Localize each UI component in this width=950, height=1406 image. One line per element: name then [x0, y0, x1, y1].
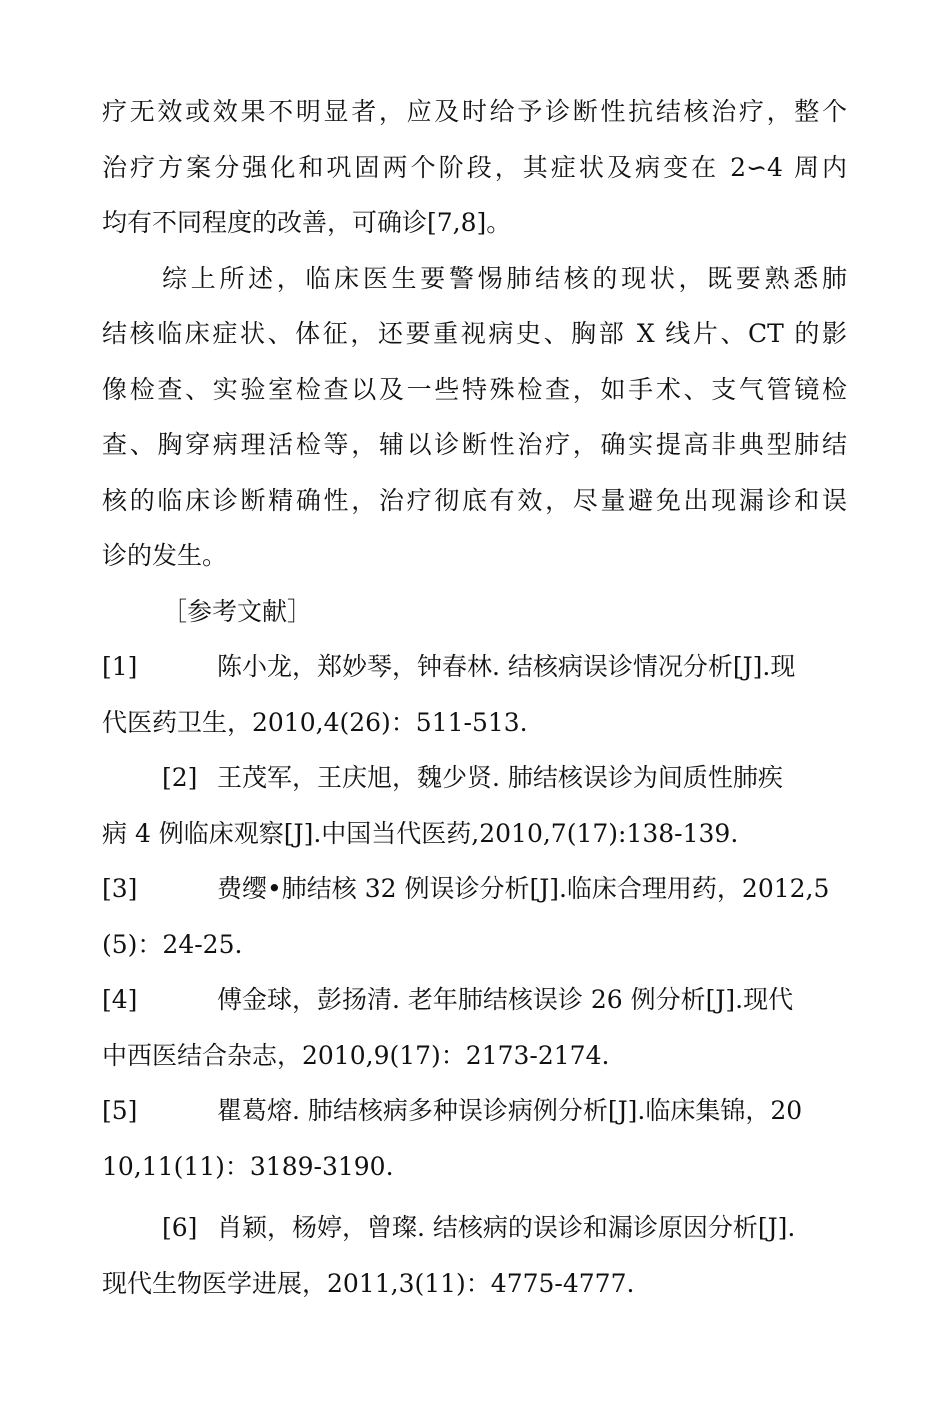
document-page	[102, 84, 847, 1311]
references-heading: ［参考文献］	[162, 596, 313, 626]
text-line: 疗无效或效果不明显者，应及时给予诊断性抗结核治疗，整个	[102, 97, 847, 126]
reference-text: 费缨•肺结核 32 例误诊分析[J].临床合理用药，2012,5	[217, 874, 830, 903]
reference-text: 病 4 例临床观察[J].中国当代医药,2010,7(17):138-139.	[102, 818, 739, 848]
reference-text: 代医药卫生，2010,4(26)：511-513.	[102, 707, 528, 737]
reference-text: (5)：24-25.	[102, 929, 243, 959]
reference-text: 10,11(11)：3189-3190.	[102, 1151, 394, 1181]
text-line: 诊的发生。	[102, 541, 228, 570]
reference-text: 陈小龙，郑妙琴，钟春林. 结核病误诊情况分析[J].现	[217, 652, 796, 681]
reference-number: [3]	[102, 874, 138, 903]
reference-item	[102, 861, 847, 972]
text-line: 核的临床诊断精确性，治疗彻底有效，尽量避免出现漏诊和误	[102, 485, 847, 515]
reference-item	[102, 639, 847, 750]
paragraph-continuation	[102, 84, 847, 251]
paragraph-summary	[102, 251, 847, 584]
text-line: 治疗方案分强化和巩固两个阶段，其症状及病变在 2∽4 周内	[102, 152, 847, 182]
text-line: 综上所述，临床医生要警惕肺结核的现状，既要熟悉肺	[162, 263, 847, 293]
reference-text: 现代生物医学进展，2011,3(11)：4775-4777.	[102, 1268, 635, 1298]
reference-item	[102, 750, 847, 861]
reference-number: [1]	[102, 652, 138, 681]
reference-text: 瞿葛熔. 肺结核病多种误诊病例分析[J].临床集锦，20	[217, 1096, 803, 1125]
reference-item	[102, 1083, 847, 1194]
reference-number: [5]	[102, 1096, 138, 1125]
reference-text: 王茂军，王庆旭，魏少贤. 肺结核误诊为间质性肺疾	[217, 763, 783, 792]
text-line: 查、胸穿病理活检等，辅以诊断性治疗，确实提高非典型肺结	[102, 430, 847, 459]
reference-number: [4]	[102, 985, 138, 1014]
reference-number: [2]	[162, 763, 198, 792]
reference-text: 中西医结合杂志，2010,9(17)：2173-2174.	[102, 1040, 610, 1070]
reference-number: [6]	[162, 1213, 198, 1242]
reference-item	[102, 972, 847, 1083]
text-line: 结核临床症状、体征，还要重视病史、胸部 X 线片、CT 的影	[102, 319, 847, 348]
reference-text: 傅金球，彭扬清. 老年肺结核误诊 26 例分析[J].现代	[217, 985, 794, 1014]
reference-item	[102, 1200, 847, 1311]
text-line: 均有不同程度的改善，可确诊[7,8]。	[102, 208, 512, 237]
text-line: 像检查、实验室检查以及一些特殊检查，如手术、支气管镜检	[102, 374, 847, 404]
reference-text: 肖颖，杨婷，曾璨. 结核病的误诊和漏诊原因分析[J].	[217, 1213, 796, 1242]
